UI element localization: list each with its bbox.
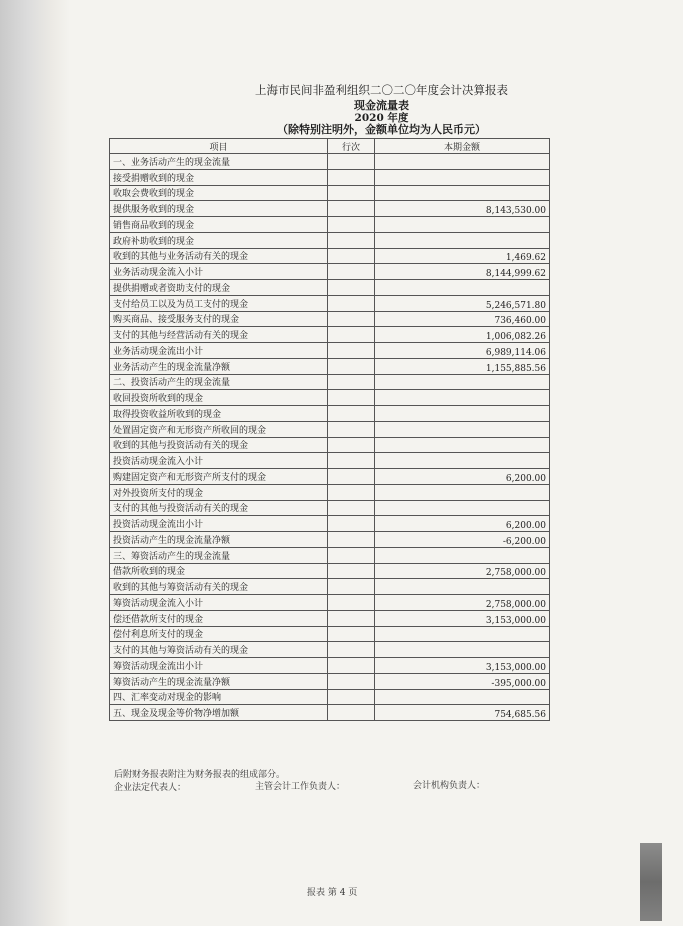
table-body <box>110 154 550 721</box>
table-row <box>110 673 550 689</box>
row-line-cell <box>328 374 375 390</box>
row-item-cell: 筹资活动产生的现金流量净额 <box>110 673 328 689</box>
row-item-cell: 支付的其他与投资活动有关的现金 <box>110 500 328 516</box>
row-item-cell: 筹资活动现金流出小计 <box>110 658 328 674</box>
row-item-cell: 五、现金及现金等价物净增加额 <box>110 705 328 721</box>
row-item-cell: 销售商品收到的现金 <box>110 217 328 233</box>
row-line-cell <box>328 658 375 674</box>
row-item-cell: 提供服务收到的现金 <box>110 201 328 217</box>
row-line-cell <box>328 169 375 185</box>
row-amount-cell: 736,460.00 <box>375 311 550 327</box>
row-item-cell: 政府补助收到的现金 <box>110 232 328 248</box>
table-row <box>110 469 550 485</box>
table-row <box>110 595 550 611</box>
row-item-cell: 投资活动现金流出小计 <box>110 516 328 532</box>
row-line-cell <box>328 689 375 705</box>
row-line-cell <box>328 295 375 311</box>
row-amount-cell <box>375 689 550 705</box>
row-amount-cell <box>375 280 550 296</box>
row-line-cell <box>328 642 375 658</box>
row-line-cell <box>328 185 375 201</box>
row-line-cell <box>328 421 375 437</box>
row-item-cell: 收回投资所收到的现金 <box>110 390 328 406</box>
row-amount-cell <box>375 437 550 453</box>
row-amount-cell: 6,200.00 <box>375 469 550 485</box>
row-amount-cell: 8,144,999.62 <box>375 264 550 280</box>
table-row <box>110 295 550 311</box>
row-item-cell: 偿付利息所支付的现金 <box>110 626 328 642</box>
table-row <box>110 390 550 406</box>
accounting-head-label: 主管会计工作负责人： <box>255 782 346 792</box>
row-line-cell <box>328 516 375 532</box>
row-amount-cell <box>375 626 550 642</box>
table-row <box>110 500 550 516</box>
row-item-cell: 筹资活动现金流入小计 <box>110 595 328 611</box>
table-row <box>110 642 550 658</box>
row-amount-cell <box>375 453 550 469</box>
row-line-cell <box>328 232 375 248</box>
row-item-cell: 业务活动产生的现金流量净额 <box>110 358 328 374</box>
row-line-cell <box>328 626 375 642</box>
table-row <box>110 358 550 374</box>
row-item-cell: 四、汇率变动对现金的影响 <box>110 689 328 705</box>
row-line-cell <box>328 547 375 563</box>
row-amount-cell <box>375 579 550 595</box>
table-row <box>110 532 550 548</box>
row-item-cell: 业务活动现金流入小计 <box>110 264 328 280</box>
row-item-cell: 支付的其他与经营活动有关的现金 <box>110 327 328 343</box>
table-row <box>110 658 550 674</box>
scan-shadow <box>0 0 70 926</box>
table-row <box>110 406 550 422</box>
row-amount-cell: 6,989,114.06 <box>375 343 550 359</box>
row-line-cell <box>328 673 375 689</box>
row-item-cell: 借款所收到的现金 <box>110 563 328 579</box>
row-line-cell <box>328 532 375 548</box>
table-row <box>110 437 550 453</box>
report-title: 现金流量表 <box>354 99 409 112</box>
row-item-cell: 收取会费收到的现金 <box>110 185 328 201</box>
column-header-amount: 本期金额 <box>375 139 550 154</box>
row-item-cell: 收到的其他与业务活动有关的现金 <box>110 248 328 264</box>
row-line-cell <box>328 437 375 453</box>
row-line-cell <box>328 500 375 516</box>
row-amount-cell <box>375 421 550 437</box>
legal-rep-label: 企业法定代表人： <box>114 783 187 793</box>
row-line-cell <box>328 248 375 264</box>
row-item-cell: 三、筹资活动产生的现金流量 <box>110 547 328 563</box>
row-amount-cell <box>375 169 550 185</box>
currency-note: （除特别注明外，金额单位均为人民币元） <box>277 123 486 136</box>
row-line-cell <box>328 201 375 217</box>
row-line-cell <box>328 610 375 626</box>
table-row <box>110 201 550 217</box>
table-row <box>110 579 550 595</box>
row-line-cell <box>328 579 375 595</box>
page-number: 报表 第 4 页 <box>307 888 358 898</box>
table-row <box>110 547 550 563</box>
cash-flow-table <box>109 138 550 721</box>
table-row <box>110 311 550 327</box>
table-row <box>110 610 550 626</box>
row-line-cell <box>328 705 375 721</box>
column-header-line: 行次 <box>328 139 375 154</box>
row-amount-cell <box>375 154 550 170</box>
row-item-cell: 接受捐赠收到的现金 <box>110 169 328 185</box>
row-amount-cell: 3,153,000.00 <box>375 658 550 674</box>
row-item-cell: 处置固定资产和无形资产所收回的现金 <box>110 421 328 437</box>
table-row <box>110 327 550 343</box>
row-amount-cell <box>375 390 550 406</box>
row-line-cell <box>328 469 375 485</box>
row-amount-cell: 1,469.62 <box>375 248 550 264</box>
row-line-cell <box>328 563 375 579</box>
scan-edge-mark <box>640 843 662 921</box>
row-line-cell <box>328 311 375 327</box>
row-line-cell <box>328 358 375 374</box>
row-line-cell <box>328 595 375 611</box>
row-amount-cell: 2,758,000.00 <box>375 563 550 579</box>
row-amount-cell: 2,758,000.00 <box>375 595 550 611</box>
row-amount-cell <box>375 500 550 516</box>
row-item-cell: 对外投资所支付的现金 <box>110 484 328 500</box>
row-item-cell: 支付给员工以及为员工支付的现金 <box>110 295 328 311</box>
table-row <box>110 169 550 185</box>
org-title: 上海市民间非盈利组织二〇二〇年度会计决算报表 <box>255 83 508 97</box>
table-row <box>110 689 550 705</box>
footer-note: 后附财务报表附注为财务报表的组成部分。 <box>114 770 286 780</box>
row-amount-cell <box>375 217 550 233</box>
table-row <box>110 626 550 642</box>
table-row <box>110 343 550 359</box>
report-year: 2020 年度 <box>354 112 409 124</box>
row-item-cell: 收到的其他与筹资活动有关的现金 <box>110 579 328 595</box>
row-item-cell: 一、业务活动产生的现金流量 <box>110 154 328 170</box>
row-amount-cell: 1,155,885.56 <box>375 358 550 374</box>
table-row <box>110 453 550 469</box>
table-row <box>110 563 550 579</box>
table-row <box>110 264 550 280</box>
table-row <box>110 154 550 170</box>
row-item-cell: 投资活动产生的现金流量净额 <box>110 532 328 548</box>
row-item-cell: 二、投资活动产生的现金流量 <box>110 374 328 390</box>
row-line-cell <box>328 327 375 343</box>
table-header-row <box>110 139 550 154</box>
column-header-item: 项目 <box>110 139 328 154</box>
row-line-cell <box>328 217 375 233</box>
row-amount-cell: 754,685.56 <box>375 705 550 721</box>
row-amount-cell <box>375 547 550 563</box>
row-item-cell: 偿还借款所支付的现金 <box>110 610 328 626</box>
accounting-dept-head-label: 会计机构负责人： <box>413 781 486 791</box>
row-amount-cell <box>375 374 550 390</box>
row-item-cell: 收到的其他与投资活动有关的现金 <box>110 437 328 453</box>
row-line-cell <box>328 280 375 296</box>
table-row <box>110 248 550 264</box>
row-amount-cell <box>375 232 550 248</box>
row-amount-cell: 1,006,082.26 <box>375 327 550 343</box>
table-row <box>110 705 550 721</box>
row-item-cell: 购买商品、接受服务支付的现金 <box>110 311 328 327</box>
row-line-cell <box>328 484 375 500</box>
row-item-cell: 提供捐赠或者资助支付的现金 <box>110 280 328 296</box>
row-amount-cell <box>375 642 550 658</box>
table-row <box>110 374 550 390</box>
row-amount-cell <box>375 406 550 422</box>
row-line-cell <box>328 264 375 280</box>
row-line-cell <box>328 343 375 359</box>
table-row <box>110 280 550 296</box>
table-row <box>110 516 550 532</box>
table-row <box>110 232 550 248</box>
row-line-cell <box>328 453 375 469</box>
table-row <box>110 217 550 233</box>
row-item-cell: 取得投资收益所收到的现金 <box>110 406 328 422</box>
row-line-cell <box>328 406 375 422</box>
row-amount-cell <box>375 185 550 201</box>
row-line-cell <box>328 154 375 170</box>
table-row <box>110 484 550 500</box>
row-amount-cell: -6,200.00 <box>375 532 550 548</box>
row-item-cell: 投资活动现金流入小计 <box>110 453 328 469</box>
row-item-cell: 业务活动现金流出小计 <box>110 343 328 359</box>
row-amount-cell: 3,153,000.00 <box>375 610 550 626</box>
table-row <box>110 421 550 437</box>
row-line-cell <box>328 390 375 406</box>
row-amount-cell: 6,200.00 <box>375 516 550 532</box>
row-amount-cell: -395,000.00 <box>375 673 550 689</box>
row-amount-cell: 5,246,571.80 <box>375 295 550 311</box>
table-row <box>110 185 550 201</box>
row-item-cell: 支付的其他与筹资活动有关的现金 <box>110 642 328 658</box>
row-amount-cell: 8,143,530.00 <box>375 201 550 217</box>
row-item-cell: 购建固定资产和无形资产所支付的现金 <box>110 469 328 485</box>
row-amount-cell <box>375 484 550 500</box>
